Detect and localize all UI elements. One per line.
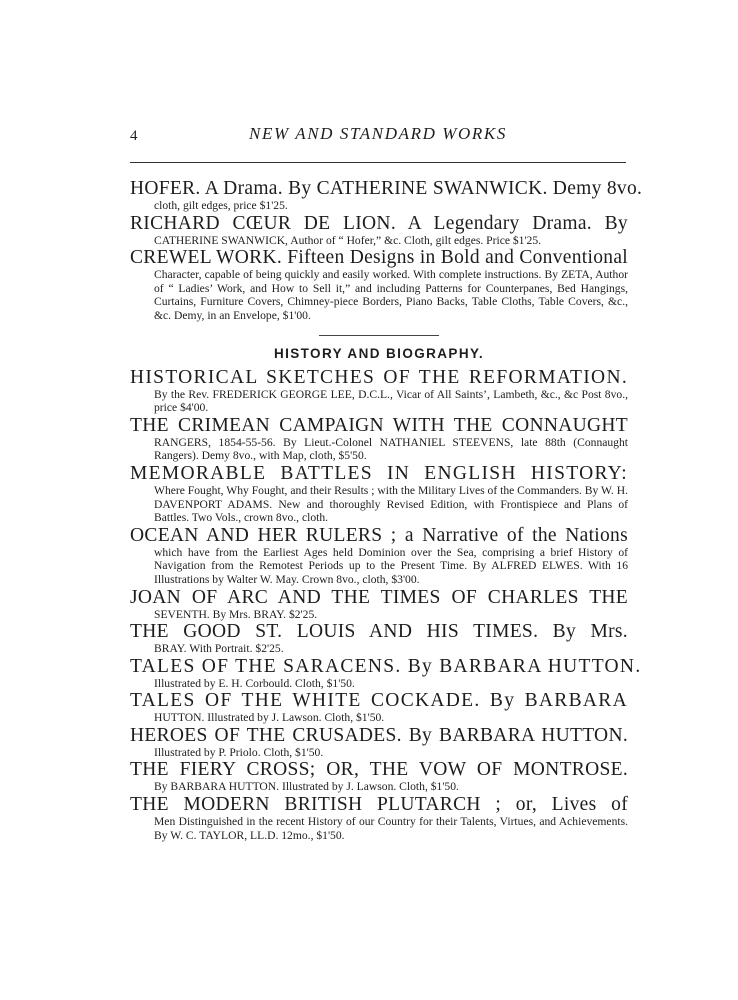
entry-description: By the Rev. FREDERICK GEORGE LEE, D.C.L., Vicar of All Saints’, Lambeth, &c., &c Post 8vo., price $4'00. — [154, 387, 628, 415]
page-header — [130, 124, 626, 146]
entry-description: By BARBARA HUTTON. Illustrated by J. Lawson. Cloth, $1'50. — [154, 780, 459, 794]
entry-heroes-of-the-crusades — [130, 725, 628, 760]
entry-good-st-louis — [130, 621, 628, 656]
entry-list — [130, 178, 643, 842]
entry-title: TALES OF THE WHITE COCKADE. By BARBARA — [130, 690, 628, 712]
entry-description: Where Fought, Why Fought, and their Results ; with the Military Lives of the Commanders. By W. H. DAVENPORT ADAMS. New and thoroughly Revised Edition, with Frontispiece and Plans of Battles. Two Vols., crown 8vo., cloth. — [154, 483, 628, 525]
entry-modern-british-plutarch — [130, 794, 628, 842]
entry-description: HUTTON. Illustrated by J. Lawson. Cloth, $1'50. — [154, 711, 385, 725]
entry-title: OCEAN AND HER RULERS ; a Narrative of the Nations — [130, 524, 628, 546]
entry-title: HISTORICAL SKETCHES OF THE REFORMATION. — [130, 366, 628, 388]
entry-description: Illustrated by E. H. Corbould. Cloth, $1'50. — [154, 676, 355, 690]
entry-title: CREWEL WORK. Fifteen Designs in Bold and Conventional — [130, 247, 628, 269]
entry-tales-of-the-saracens — [130, 655, 642, 691]
header-rule — [130, 162, 626, 163]
entry-title: JOAN OF ARC AND THE TIMES OF CHARLES THE — [130, 586, 628, 608]
entry-description: which have from the Earliest Ages held Dominion over the Sea, comprising a brief History of Navigation from the Remotest Periods up to the Present Time. By ALFRED ELWES. With 16 Illustrations by Walter W. May. Crown 8vo., cloth, $3'00. — [154, 545, 628, 586]
entry-title: THE CRIMEAN CAMPAIGN WITH THE CONNAUGHT — [130, 414, 628, 436]
section-divider — [319, 335, 439, 336]
entry-hofer — [130, 178, 643, 213]
entry-description: SEVENTH. By Mrs. BRAY. $2'25. — [154, 607, 318, 621]
entry-joan-of-arc — [130, 587, 628, 622]
entry-tales-of-the-white-cockade — [130, 690, 628, 725]
entry-crimean-campaign — [130, 415, 628, 463]
entry-crewel-work — [130, 247, 628, 322]
entry-description: RANGERS, 1854-55-56. By Lieut.-Colonel NATHANIEL STEEVENS, late 88th (Connaught Rangers). Demy 8vo., with Map, cloth, $5'50. — [154, 435, 628, 463]
entry-description: cloth, gilt edges, price $1'25. — [154, 199, 288, 212]
entry-title: TALES OF THE SARACENS. By BARBARA HUTTON. — [130, 655, 642, 677]
entry-ocean-and-her-rulers — [130, 525, 628, 587]
entry-description: BRAY. With Portrait. $2'25. — [154, 642, 284, 656]
entry-title: THE MODERN BRITISH PLUTARCH ; or, Lives of — [130, 794, 628, 816]
page-number: 4 — [130, 128, 138, 144]
entry-title: HOFER. A Drama. By CATHERINE SWANWICK. Demy 8vo. — [130, 178, 643, 199]
entry-reformation — [130, 367, 628, 415]
entry-description: CATHERINE SWANWICK, Author of “ Hofer,” &c. Cloth, gilt edges. Price $1'25. — [154, 233, 542, 247]
section-heading: HISTORY AND BIOGRAPHY. — [273, 345, 485, 361]
entry-memorable-battles — [130, 463, 628, 525]
entry-description: Character, capable of being quickly and easily worked. With complete instructions. By ZETA, Author of “ Ladies’ Work, and How to Sell it,” and including Patterns for Counterpanes, Bed Hangings, Curtains, Furniture Covers, Chimney-piece Borders, Piano Backs, Table Cloths, Table Covers, &c., &c. Demy, in an Envelope, $1'00. — [154, 268, 628, 322]
entry-title: THE GOOD ST. LOUIS AND HIS TIMES. By Mrs. — [130, 621, 628, 643]
running-title: NEW AND STANDARD WORKS — [249, 124, 507, 143]
entry-fiery-cross — [130, 759, 628, 794]
entry-description: Illustrated by P. Priolo. Cloth, $1'50. — [154, 745, 324, 759]
entry-title: MEMORABLE BATTLES IN ENGLISH HISTORY: — [130, 462, 628, 484]
entry-title: RICHARD CŒUR DE LION. A Legendary Drama. By — [130, 212, 628, 234]
entry-richard-coeur-de-lion — [130, 213, 628, 248]
entry-title: THE FIERY CROSS; OR, THE VOW OF MONTROSE. — [130, 759, 628, 781]
entry-title: HEROES OF THE CRUSADES. By BARBARA HUTTON. — [130, 724, 628, 746]
entry-description: Men Distinguished in the recent History of our Country for their Talents, Virtues, and Achievements. By W. C. TAYLOR, LL.D. 12mo., $1'50. — [154, 815, 628, 842]
